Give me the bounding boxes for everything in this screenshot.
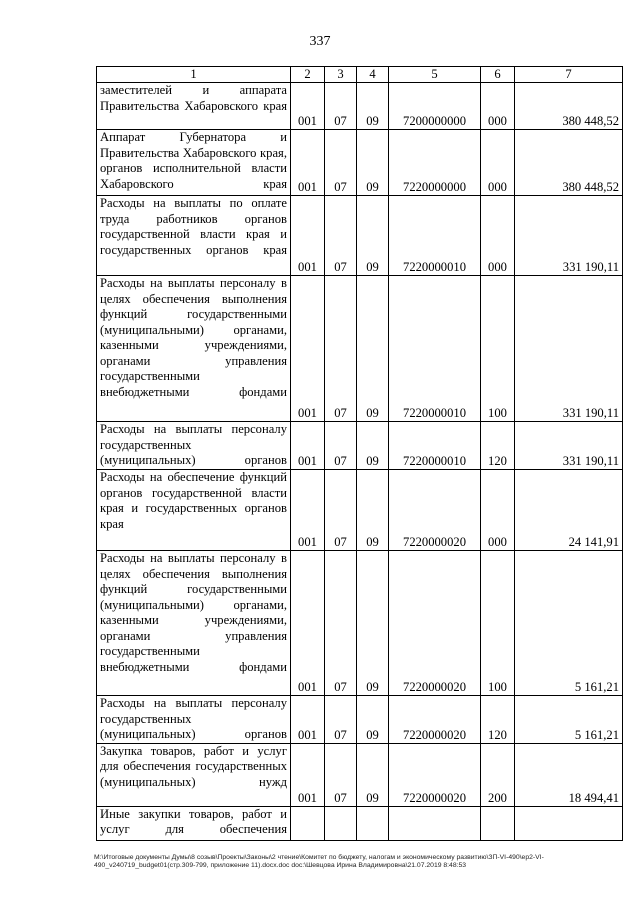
row-code-c5: 7200000000 (389, 83, 481, 130)
table-row (97, 806, 623, 840)
row-code-c4: 09 (357, 276, 389, 422)
row-code-c6: 100 (481, 276, 515, 422)
row-name: Расходы на обеспечение функций органов государственной власти края и государственных органов края (97, 470, 291, 551)
table-row (97, 196, 623, 276)
table-body (97, 83, 623, 841)
row-code-c2: 001 (291, 83, 325, 130)
row-code-c5 (389, 806, 481, 840)
row-code-c3: 07 (325, 83, 357, 130)
row-sum (515, 806, 623, 840)
row-code-c3 (325, 806, 357, 840)
table-row (97, 551, 623, 696)
row-code-c5: 7220000020 (389, 551, 481, 696)
header-col-3: 3 (325, 67, 357, 83)
row-code-c2 (291, 806, 325, 840)
header-row (97, 67, 623, 83)
row-name: Расходы на выплаты по оплате труда работников органов государственной власти края и государственных органов края (97, 196, 291, 276)
table-row (97, 422, 623, 470)
header-col-5: 5 (389, 67, 481, 83)
row-code-c4: 09 (357, 470, 389, 551)
budget-table (96, 66, 623, 841)
row-code-c2: 001 (291, 743, 325, 806)
row-code-c5: 7220000020 (389, 743, 481, 806)
row-code-c6: 000 (481, 196, 515, 276)
row-code-c6: 120 (481, 696, 515, 744)
header-col-2: 2 (291, 67, 325, 83)
row-code-c2: 001 (291, 422, 325, 470)
row-name: заместителей и аппарата Правительства Хабаровского края (97, 83, 291, 130)
row-code-c6: 200 (481, 743, 515, 806)
row-code-c6: 000 (481, 83, 515, 130)
row-code-c4: 09 (357, 696, 389, 744)
table-row (97, 276, 623, 422)
row-sum: 380 448,52 (515, 130, 623, 196)
table-row (97, 743, 623, 806)
table-row (97, 83, 623, 130)
row-code-c4: 09 (357, 130, 389, 196)
row-code-c4: 09 (357, 83, 389, 130)
row-code-c3: 07 (325, 196, 357, 276)
row-sum: 331 190,11 (515, 276, 623, 422)
row-name: Расходы на выплаты персоналу в целях обеспечения выполнения функций государственными (муниципальными) органами, казенными учреждениями, органами управления государственными внебюджетными фондами (97, 276, 291, 422)
row-code-c5: 7220000010 (389, 276, 481, 422)
row-code-c5: 7220000020 (389, 696, 481, 744)
header-col-4: 4 (357, 67, 389, 83)
row-code-c3: 07 (325, 422, 357, 470)
row-sum: 331 190,11 (515, 196, 623, 276)
header-col-1: 1 (97, 67, 291, 83)
page-number: 337 (309, 34, 331, 49)
row-code-c6: 000 (481, 470, 515, 551)
row-name: Расходы на выплаты персоналу в целях обеспечения выполнения функций государственными (муниципальными) органами, казенными учреждениями, органами управления государственными внебюджетными фондами (97, 551, 291, 696)
row-code-c5: 7220000000 (389, 130, 481, 196)
row-code-c5: 7220000020 (389, 470, 481, 551)
row-code-c3: 07 (325, 470, 357, 551)
row-code-c2: 001 (291, 696, 325, 744)
row-code-c3: 07 (325, 130, 357, 196)
row-code-c2: 001 (291, 276, 325, 422)
row-code-c6 (481, 806, 515, 840)
row-code-c4: 09 (357, 196, 389, 276)
row-code-c4: 09 (357, 743, 389, 806)
row-code-c5: 7220000010 (389, 422, 481, 470)
row-sum: 5 161,21 (515, 696, 623, 744)
row-sum: 18 494,41 (515, 743, 623, 806)
row-code-c3: 07 (325, 743, 357, 806)
table-row (97, 470, 623, 551)
row-code-c6: 120 (481, 422, 515, 470)
row-code-c6: 000 (481, 130, 515, 196)
row-code-c3: 07 (325, 551, 357, 696)
row-code-c5: 7220000010 (389, 196, 481, 276)
row-sum: 24 141,91 (515, 470, 623, 551)
row-code-c2: 001 (291, 196, 325, 276)
table-row (97, 696, 623, 744)
row-name: Иные закупки товаров, работ и услуг для обеспечения (97, 806, 291, 840)
row-code-c6: 100 (481, 551, 515, 696)
header-col-7: 7 (515, 67, 623, 83)
row-code-c2: 001 (291, 470, 325, 551)
row-name: Расходы на выплаты персоналу государственных (муниципальных) органов (97, 696, 291, 744)
row-name: Аппарат Губернатора и Правительства Хабаровского края, органов исполнительной власти Хабаровского края (97, 130, 291, 196)
row-code-c3: 07 (325, 276, 357, 422)
row-sum: 331 190,11 (515, 422, 623, 470)
row-code-c3: 07 (325, 696, 357, 744)
row-code-c2: 001 (291, 130, 325, 196)
row-name: Закупка товаров, работ и услуг для обеспечения государственных (муниципальных) нужд (97, 743, 291, 806)
header-col-6: 6 (481, 67, 515, 83)
row-code-c4: 09 (357, 422, 389, 470)
row-code-c4: 09 (357, 551, 389, 696)
file-path-footer: M:\Итоговые документы Думы\8 созыв\Проекты\Законы\2 чтение\Комитет по бюджету, налогам и экономическому развитию\ЗП-VI-490\ер2-VI-490_v240719_budget01(стр.309-799, приложение 11).docx.doc doc:\Шевцова Ирина Владимировна\21.07.2019 8:48:53 (94, 854, 544, 869)
table-row (97, 130, 623, 196)
row-code-c2: 001 (291, 551, 325, 696)
row-sum: 380 448,52 (515, 83, 623, 130)
row-name: Расходы на выплаты персоналу государственных (муниципальных) органов (97, 422, 291, 470)
row-sum: 5 161,21 (515, 551, 623, 696)
row-code-c4 (357, 806, 389, 840)
